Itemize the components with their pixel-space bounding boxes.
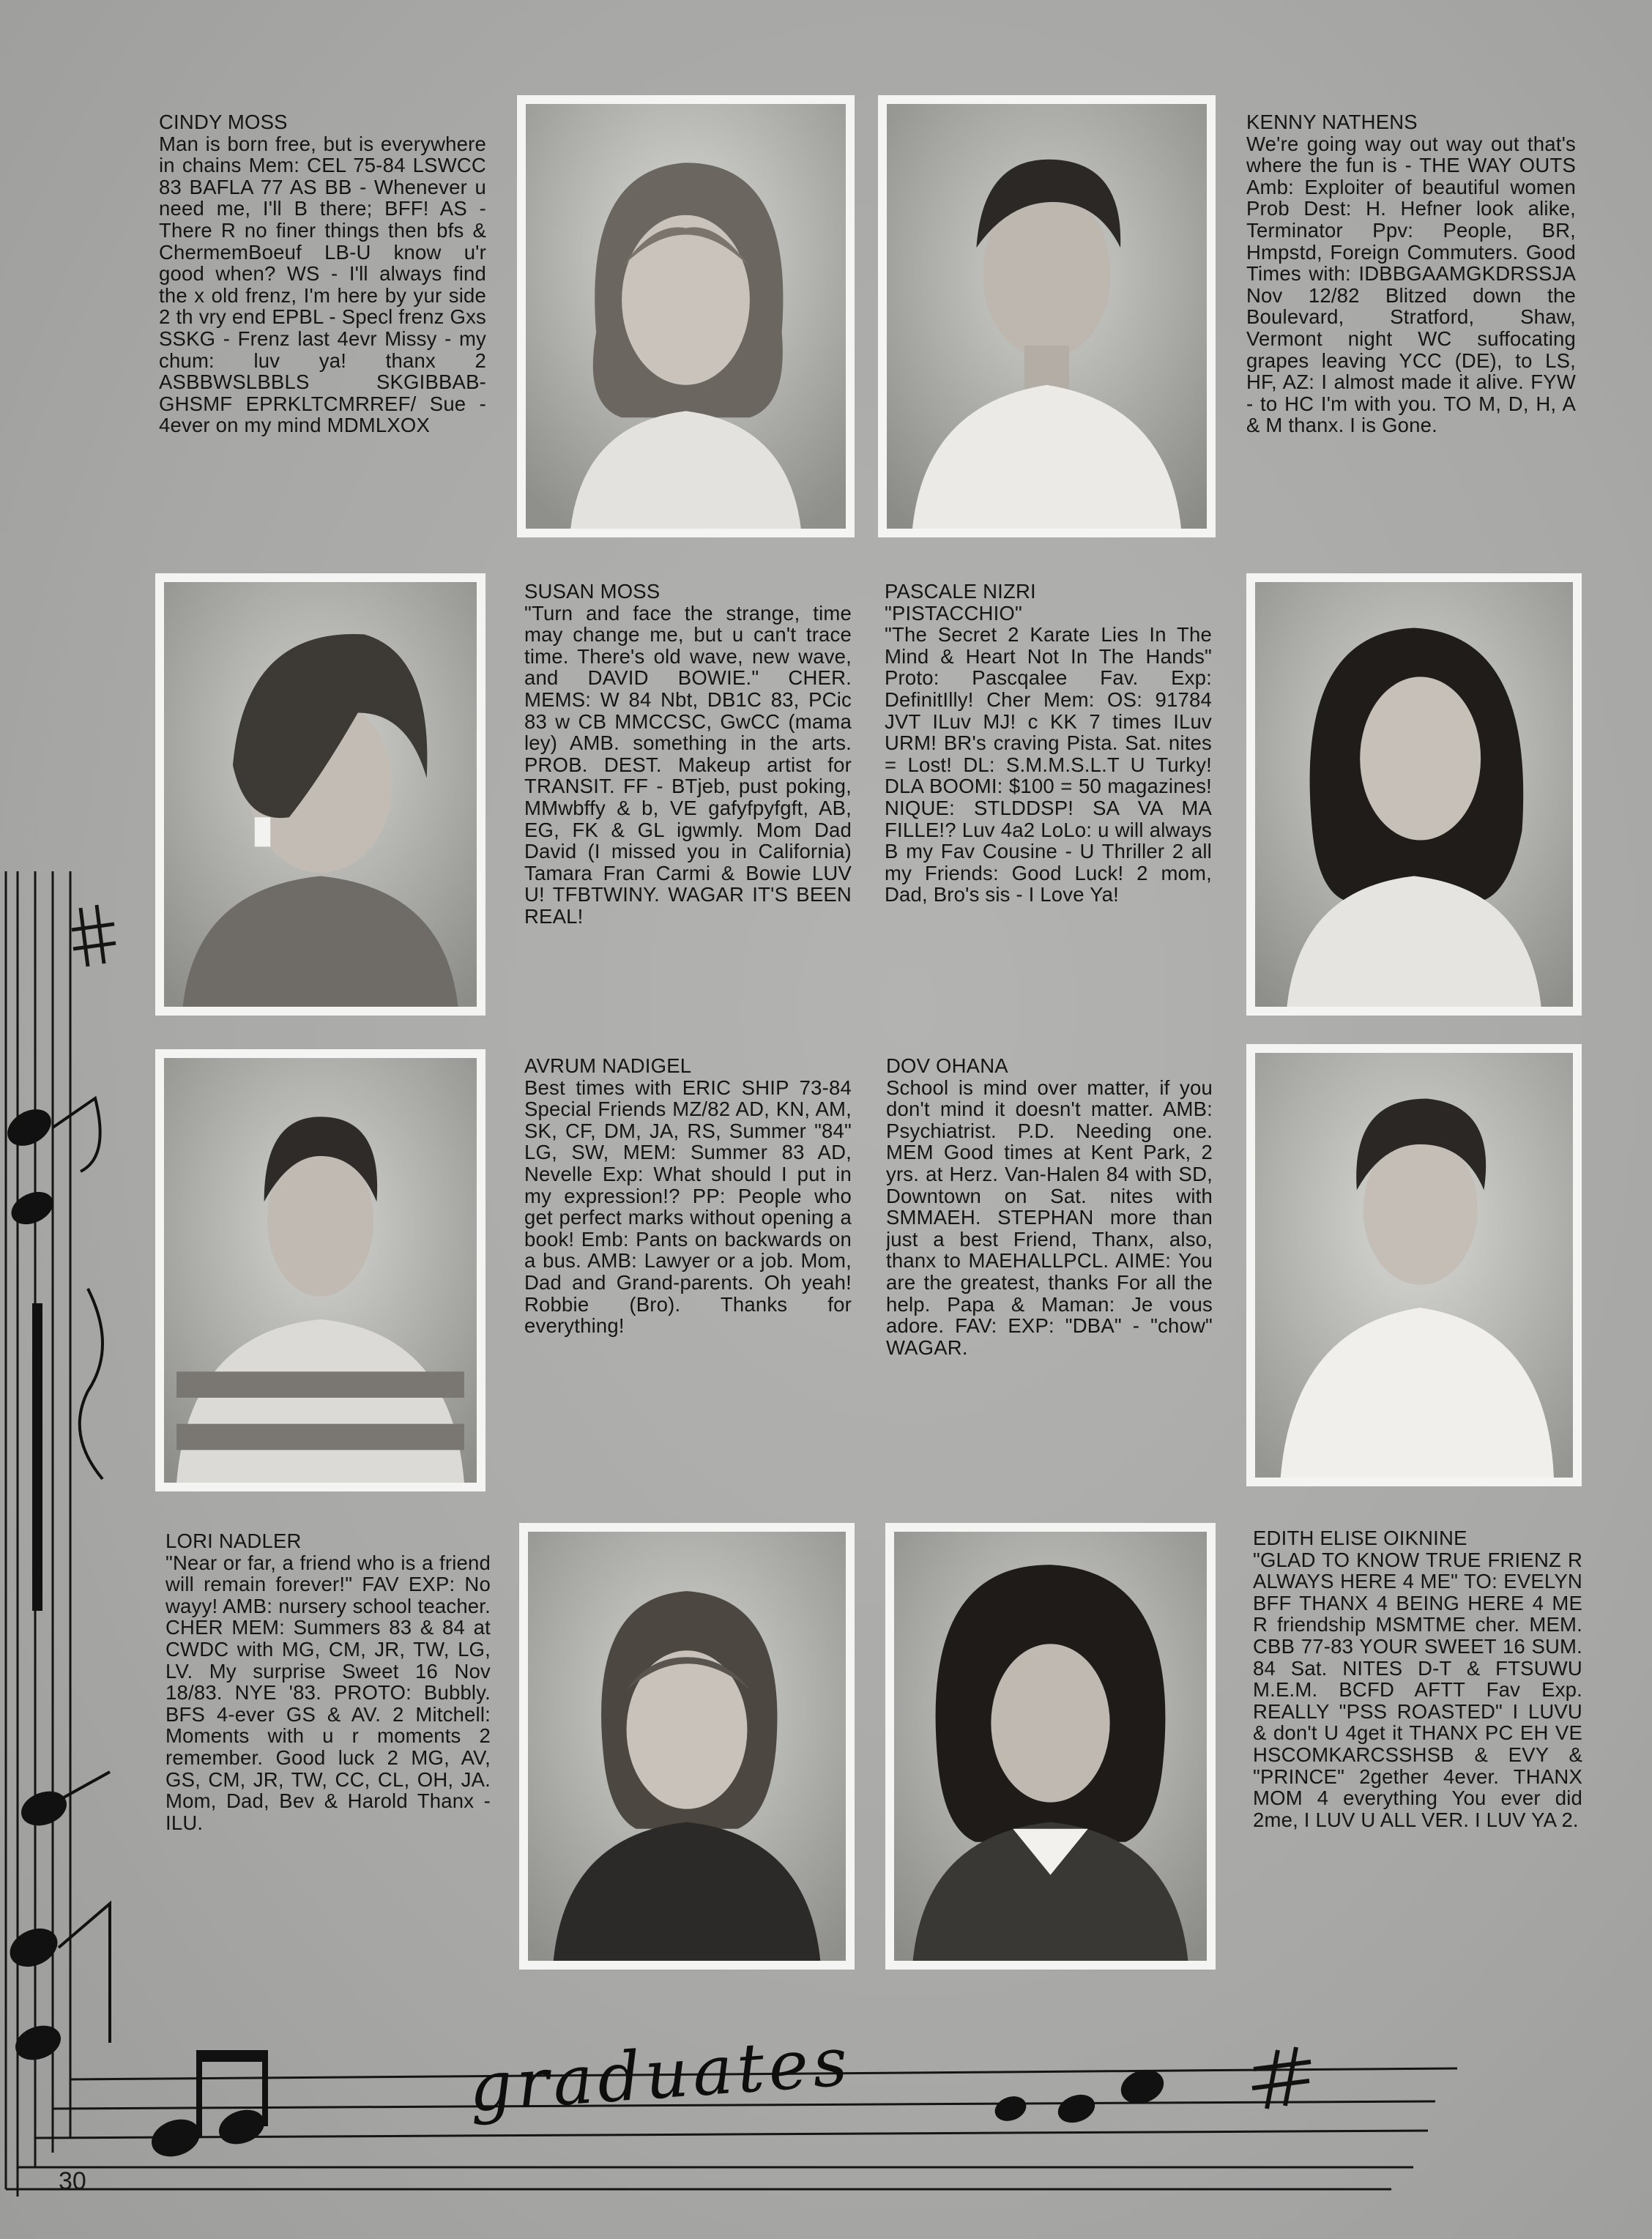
student-name: DOV OHANA	[886, 1055, 1008, 1077]
page-number: 30	[59, 2167, 86, 2195]
portrait-avrum-nadigel	[155, 1049, 485, 1491]
portrait-cindy-moss	[517, 95, 855, 537]
photo	[164, 582, 477, 1007]
photo	[887, 104, 1207, 529]
portrait-edith-elise-oiknine	[885, 1523, 1216, 1970]
portrait-pascale-nizri	[1246, 573, 1582, 1016]
photo	[894, 1532, 1207, 1961]
student-bio-text: "Near or far, a friend who is a friend will remain forever!" FAV EXP: No wayy! AMB: nursery school teacher. CHER MEM: Summers 83 & 84 at CWDC with MG, CM, JR, TW, LG, LV. My surprise Sweet 16 Nov 18/83. NYE '83. PROTO: Bubbly. BFS 4-ever GS & AV. 2 Mitchell: Moments with u r moments 2 remember. Good luck 2 MG, AV, GS, CM, JR, TW, CC, CL, OH, JA. Mom, Dad, Bev & Harold Thanx - ILU.	[165, 1551, 491, 1834]
student-name: KENNY NATHENS	[1246, 111, 1418, 133]
student-name: SUSAN MOSS	[524, 581, 661, 603]
student-name: EDITH ELISE OIKNINE	[1253, 1527, 1467, 1549]
student-name: CINDY MOSS	[159, 111, 288, 133]
bio-cindy-moss	[159, 111, 486, 551]
bio-susan-moss	[524, 581, 852, 1020]
student-name: LORI NADLER	[165, 1530, 302, 1552]
bio-avrum-nadigel	[524, 1055, 852, 1494]
student-bio-text: "Turn and face the strange, time may change me, but u can't trace time. There's old wave, new wave, and DAVID BOWIE." CHER. MEMS: W 84 Nbt, DB1C 83, PCic 83 w CB MMCCSC, GwCC (mama ley) AMB. something in the arts. PROB. DEST. Makeup artist for TRANSIT. FF - BTjeb, pust poking, MMwbffy & b, VE gafyfpyfgft, AB, EG, FK & GL igwmly. Mom Dad David (I missed you in California) Tamara Fran Carmi & Bowie LUV U! TFBTWINY. WAGAR IT'S BEEN REAL!	[524, 601, 852, 928]
bio-pascale-nizri	[885, 581, 1212, 1027]
student-name: AVRUM NADIGEL	[524, 1055, 692, 1077]
bio-edith-elise-oiknine	[1253, 1527, 1582, 1981]
script-title: graduates	[466, 2022, 855, 2128]
photo	[1255, 582, 1573, 1007]
photo	[526, 104, 846, 529]
portrait-lori-nadler	[519, 1523, 855, 1970]
student-bio-text: We're going way out way out that's where the fun is - THE WAY OUTS Amb: Exploiter of beautiful women Prob Dest: H. Hefner look alike, Terminator Ppv: People, BR, Hmpstd, Foreign Commuters. Good Times with: IDBBGAAMGKDRSSJA Nov 12/82 Blitzed down the Boulevard, Stratford, Shaw, Vermont night WC suffocating grapes leaving YCC (DE), to LS, HF, AZ: I almost made it alive. FYW - to HC I'm with you. TO M, D, H, A & M thanx. I is Gone.	[1246, 132, 1576, 437]
bio-kenny-nathens	[1246, 111, 1576, 551]
student-bio-text: Man is born free, but is everywhere in chains Mem: CEL 75-84 LSWCC 83 BAFLA 77 AS BB - Whenever u need me, I'll B there; BFF! AS - There R no finer things then bfs & ChermemBoeuf LB-U know u'r good when? WS - I'll always find the x old frenz, I'm here by yur side 2 th vry end EPBL - Specl frenz Gxs SSKG - Frenz last 4evr Missy - my chum: luv ya! thanx 2 ASBBWSLBBLS SKGIBBAB-GHSMF EPRKLTCMRREF/ Sue - 4ever on my mind MDMLXOX	[159, 132, 486, 437]
portrait-susan-moss	[155, 573, 485, 1016]
student-bio-text: "The Secret 2 Karate Lies In The Mind & Heart Not In The Hands" Proto: Pascqalee Fav. Exp: DefinitIlly! Cher Mem: OS: 91784 JVT ILuv MJ! c KK 7 times ILuv URM! BR's craving Pista. Sat. nites = Lost! DL: S.M.M.S.L.T U Turky! DLA BOOMI: $100 = 50 magazines! NIQUE: STLDDSP! SA VA MA FILLE!? Luv 4a2 LoLo: u will always B my Fav Cousine - U Thriller 2 all my Friends: Good Luck! 2 mom, Dad, Bro's sis - I Love Ya!	[885, 623, 1212, 906]
student-bio-text: "GLAD TO KNOW TRUE FRIENZ R ALWAYS HERE 4 ME" TO: EVELYN BFF THANX 4 BEING HERE 4 ME R friendship MSMTME cher. MEM. CBB 77-83 YOUR SWEET 16 SUM. 84 Sat. NITES D-T & FTSUWU M.E.M. BCFD AFTT Fav Exp. REALLY "PSS ROASTED" I LUVU & don't U 4get it THANX PC EH VE HSCOMKARCSSHSB & EVY & "PRINCE" 2gether 4ever. THANX MOM 4 everything You ever did 2me, I LUV U ALL VER. I LUV YA 2.	[1253, 1548, 1582, 1831]
bio-lori-nadler	[165, 1530, 491, 1970]
photo	[164, 1058, 477, 1483]
photo	[528, 1532, 846, 1961]
photo	[1255, 1053, 1573, 1478]
student-name: PASCALE NIZRI "PISTACCHIO"	[885, 581, 1036, 625]
portrait-dov-ohana	[1246, 1044, 1582, 1486]
bio-dov-ohana	[886, 1055, 1213, 1494]
portrait-kenny-nathens	[878, 95, 1216, 537]
student-bio-text: School is mind over matter, if you don't mind it doesn't matter. AMB: Psychiatrist. P.D. Needing one. MEM Good times at Kent Park, 2 yrs. at Herz. Van-Halen 84 with SD, Downtown on Sat. nites with SMMAEH. STEPHAN more than just a best Friend, Thanx, also, thanx to MAEHALLPCL. AIME: You are the greatest, thanks For all the help. Papa & Maman: Je vous adore. FAV: EXP: "DBA" - "chow" WAGAR.	[886, 1076, 1213, 1359]
student-bio-text: Best times with ERIC SHIP 73-84 Special Friends MZ/82 AD, KN, AM, SK, CF, DM, JA, RS, Summer "84" LG, SW, MEM: Summer 83 AD, Nevelle Exp: What should I put in my expression!? PP: People who get perfect marks without opening a book! Emb: Pants on backwards on a bus. AMB: Lawyer or a job. Mom, Dad and Grand-parents. Oh yeah! Robbie (Bro). Thanks for everything!	[524, 1076, 852, 1338]
